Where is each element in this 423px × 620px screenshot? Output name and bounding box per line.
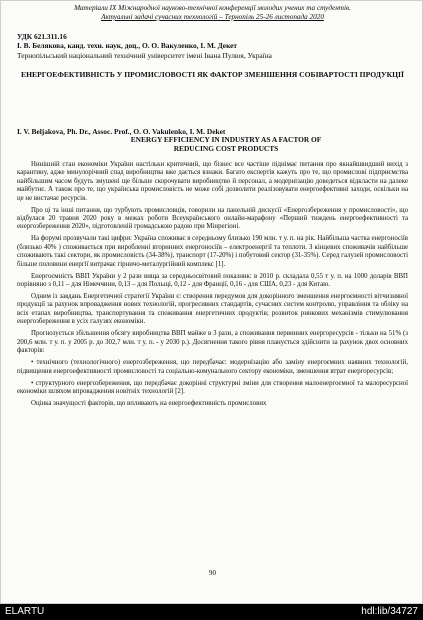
- header-line-2: Актуальні задачі сучасних технологій – Тернопіль 25-26 листопада 2020: [101, 13, 324, 21]
- bullet-paragraph: • технічного (технологічного) енергозбереження, що передбачає: модернізацію або заміну енергоємних наявних технологій, підвищення енергоефективності промисловості та соціально-комунального сектору економіки, зменшення втрат енергоресурсів;: [17, 359, 408, 375]
- title-english: ENERGY EFFICIENCY IN INDUSTRY AS A FACTOR OF REDUCING COST PRODUCTS: [130, 135, 322, 153]
- authors-ua: І. В. Белякова, канд. техн. наук, доц., О. О. Вакуленко, І. М. Декет: [17, 41, 238, 50]
- paragraph: Про ці та інші питання, що турбують промисловців, говорили на панельній дискусії «Енергозбереження у промисловості», що відбулася 20 травня 2020 року в межах роботи Всеукраїнського онлайн-марафону «Перший тиждень енергоефективності та енергозбереження 2020», підготовленій громадською радою при Мінрегіоні.: [17, 206, 408, 231]
- paragraph: Прогнозується збільшення обсягу виробництва ВВП майже в 3 рази, а споживання первинних енергоресурсів - тільки на 51% (з 200,6 млн. т у. п. у 2005 р. до 302,7 млн. т у. п. - у 2030 р.). Досягнення такого рівня планується здійснити за рахунок двох основних факторів:: [17, 330, 408, 355]
- affiliation: Тернопільський національний технічний університет імені Івана Пулюя, Україна: [17, 51, 272, 60]
- repository-name: ELARTU: [5, 606, 45, 617]
- page-number: 90: [208, 569, 217, 577]
- udk-code: УДК 621.311.16: [17, 32, 67, 41]
- paragraph: Одним із завдань Енергетичної стратегії України є: створення передумов для докорінного зменшення енергоємності вітчизняної продукції за рахунок впровадження нових технологій, прогресивних стандартів, сучасних систем контролю, управління та обліку на всіх етапах виробництва, транспортування та споживання енергетичних продуктів; розвиток ринкових механізмів стимулювання енергозбереження в усіх галузях економіки.: [17, 293, 408, 326]
- paragraph: Оцінка значущості факторів, що впливають на енергоефективність промислових: [31, 399, 267, 407]
- title-ukrainian: ЕНЕРГОЕФЕКТИВНІСТЬ У ПРОМИСЛОВОСТІ ЯК ФАКТОР ЗМЕНШЕННЯ СОБІВАРТОСТІ ПРОДУКЦІЇ: [21, 70, 404, 79]
- paragraph: Нинішній стан економіки України настільки критичний, що бізнес все частіше піднімає питання про якнайшвидший вихід з карантину, адже минулорічний спад виробництва вже дається взнаки. Багато експертів кажуть про те, що промислові підприємства найбільшим часом будуть змушені ще більше скорочувати виробництво й персонал, а модернізацію доведеться відкласти на далеке майбутнє. А також про те, що українська промисловість не може собі дозволити реалізовувати енергоефективні заходи, оскільки на це не вистачає ресурсів.: [17, 161, 408, 202]
- article-body: [17, 161, 408, 408]
- paragraph: Енергоємність ВВП України у 2 рази вища за середньосвітовий показник: в 2010 р. складала 0,55 т у. п. на 1000 доларів ВВП порівняно з 0,11 – для Німеччини, 0,13 – для Польщі, 0,12 - для Франції, 0,16 - для США, 0,23 - для Китаю.: [17, 272, 408, 289]
- authors-en: I. V. Beljakova, Ph. Dr., Assoc. Prof., O. O. Vakulenko, I. M. Deket: [17, 127, 226, 136]
- bullet-paragraph: • структурного енергозбереження, що передбачає докорінні структурні зміни для створення малоенергоємної та малоресурсної економіки шляхом впровадження новітніх технологій [2].: [17, 379, 408, 395]
- header-line-1: Матеріали ІХ Міжнародної науково-технічної конференції молодих учених та студентів.: [74, 4, 351, 12]
- repository-footer: [0, 604, 423, 620]
- handle-id: hdl:lib/34727: [361, 606, 418, 617]
- conference-header: [19, 4, 406, 22]
- paragraph: На форумі прозвучали такі цифри: Україна споживає в середньому близько 190 млн. т у. п. на рік. Найбільша частка енергоносіїв (близько 40% ) споживається при виробленні вторинних енергоносіїв – електроенергії та теплоти. З кінцевих споживачів найбільше споживають такі сектори, як промисловість (34-38%), транспорт (17-20%) і побутовий сектор (31-35%). Серед галузей промисловості більше половини енергії витрачає гірничо-металургійний комплекс [1].: [17, 235, 408, 268]
